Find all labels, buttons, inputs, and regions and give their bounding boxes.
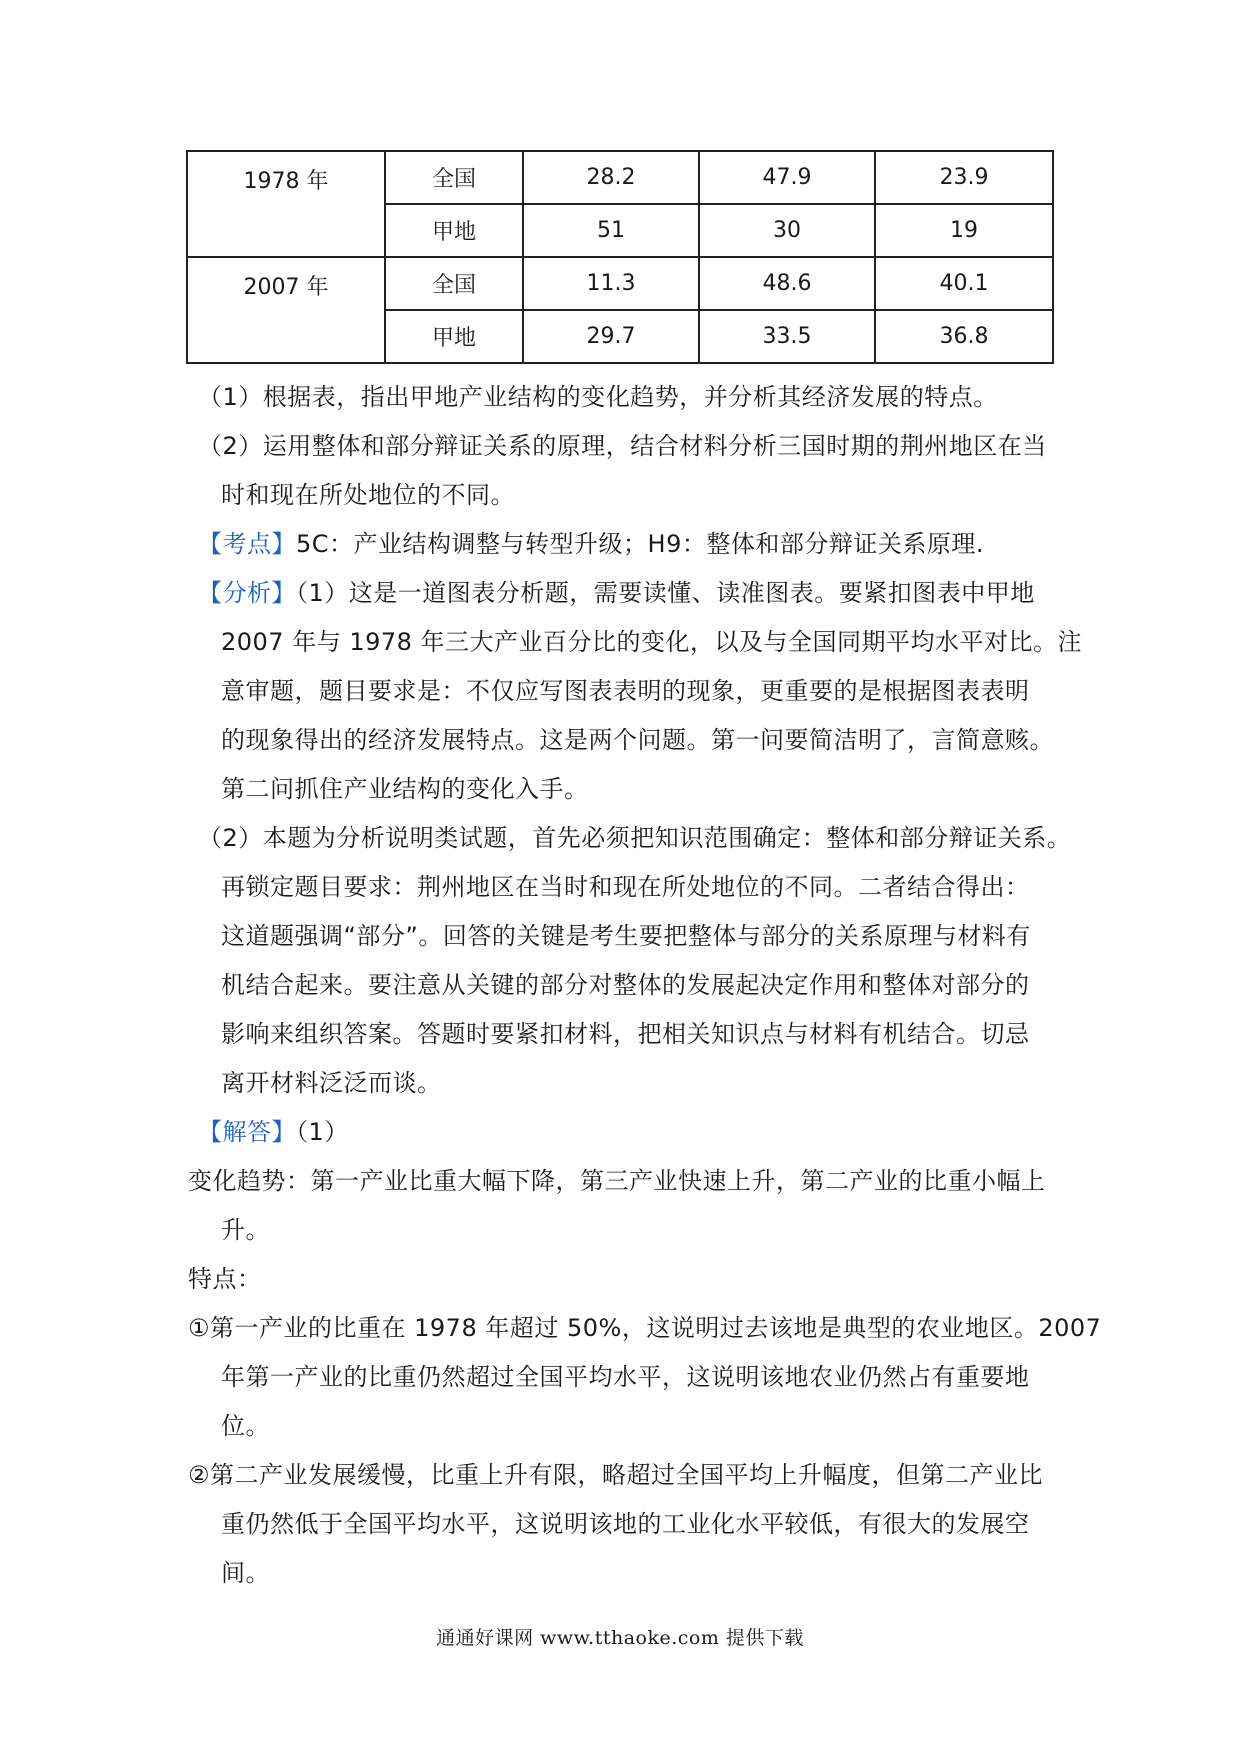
question-1: （1）根据表，指出甲地产业结构的变化趋势，并分析其经济发展的特点。 [198, 383, 998, 411]
year-cell: 2007 年 [187, 257, 385, 363]
answer-line: 升。 [221, 1216, 270, 1244]
features-label: 特点： [188, 1265, 262, 1293]
jieda-suffix: （1） [296, 1118, 349, 1146]
fenxi-text-line: 2007 年与 1978 年三大产业百分比的变化，以及与全国同期平均水平对比。注 [221, 628, 1083, 656]
industry-structure-table [186, 150, 1054, 364]
kaodian-tag: 【考点】 [198, 530, 296, 558]
answer-line: ②第二产业发展缓慢，比重上升有限，略超过全国平均上升幅度，但第二产业比 [188, 1461, 1044, 1489]
fenxi-text-line: 第二问抓住产业结构的变化入手。 [221, 775, 589, 803]
region-cell: 甲地 [385, 204, 523, 257]
answer-line: 位。 [221, 1412, 270, 1440]
value-cell: 40.1 [875, 257, 1053, 310]
fenxi-text-line: 这道题强调“部分”。回答的关键是考生要把整体与部分的关系原理与材料有 [221, 922, 1031, 950]
table-row [187, 151, 1053, 204]
value-cell: 47.9 [699, 151, 875, 204]
fenxi-text-line: 影响来组织答案。答题时要紧扣材料，把相关知识点与材料有机结合。切忌 [221, 1020, 1030, 1048]
fenxi-text-line: 意审题，题目要求是：不仅应写图表表明的现象，更重要的是根据图表表明 [221, 677, 1030, 705]
answer-line: 重仍然低于全国平均水平，这说明该地的工业化水平较低，有很大的发展空 [221, 1510, 1030, 1538]
fenxi-line [198, 578, 1035, 608]
value-cell: 36.8 [875, 310, 1053, 363]
value-cell: 30 [699, 204, 875, 257]
value-cell: 51 [523, 204, 699, 257]
year-cell: 1978 年 [187, 151, 385, 257]
value-cell: 11.3 [523, 257, 699, 310]
answer-line: 年第一产业的比重仍然超过全国平均水平，这说明该地农业仍然占有重要地 [221, 1363, 1030, 1391]
answer-line: ①第一产业的比重在 1978 年超过 50%，这说明过去该地是典型的农业地区。2007 [188, 1314, 1102, 1342]
region-cell: 全国 [385, 257, 523, 310]
kaodian-line [198, 529, 984, 559]
answer-line: 间。 [221, 1559, 270, 1587]
fenxi-text-line: 机结合起来。要注意从关键的部分对整体的发展起决定作用和整体对部分的 [221, 971, 1030, 999]
fenxi-tag: 【分析】 [198, 579, 296, 607]
region-cell: 甲地 [385, 310, 523, 363]
value-cell: 48.6 [699, 257, 875, 310]
jieda-line [198, 1117, 349, 1147]
value-cell: 19 [875, 204, 1053, 257]
kaodian-text: 5C：产业结构调整与转型升级；H9：整体和部分辩证关系原理. [296, 530, 984, 558]
value-cell: 33.5 [699, 310, 875, 363]
fenxi-text-line: 离开材料泛泛而谈。 [221, 1069, 442, 1097]
fenxi-text: （1）这是一道图表分析题，需要读懂、读准图表。要紧扣图表中甲地 [296, 579, 1035, 607]
fenxi-text-line: 的现象得出的经济发展特点。这是两个问题。第一问要简洁明了，言简意赅。 [221, 726, 1054, 754]
page-footer: 通通好课网 www.tthaoke.com 提供下载 [436, 1627, 804, 1649]
answer-line: 变化趋势：第一产业比重大幅下降，第三产业快速上升，第二产业的比重小幅上 [188, 1167, 1046, 1195]
value-cell: 28.2 [523, 151, 699, 204]
fenxi-text-line: 再锁定题目要求：荆州地区在当时和现在所处地位的不同。二者结合得出： [221, 873, 1030, 901]
question-2-line: 时和现在所处地位的不同。 [221, 481, 515, 509]
region-cell: 全国 [385, 151, 523, 204]
value-cell: 23.9 [875, 151, 1053, 204]
value-cell: 29.7 [523, 310, 699, 363]
fenxi-text-line: （2）本题为分析说明类试题，首先必须把知识范围确定：整体和部分辩证关系。 [198, 824, 1072, 852]
table-row [187, 257, 1053, 310]
jieda-tag: 【解答】 [198, 1118, 296, 1146]
question-2-line: （2）运用整体和部分辩证关系的原理，结合材料分析三国时期的荆州地区在当 [198, 432, 1047, 460]
